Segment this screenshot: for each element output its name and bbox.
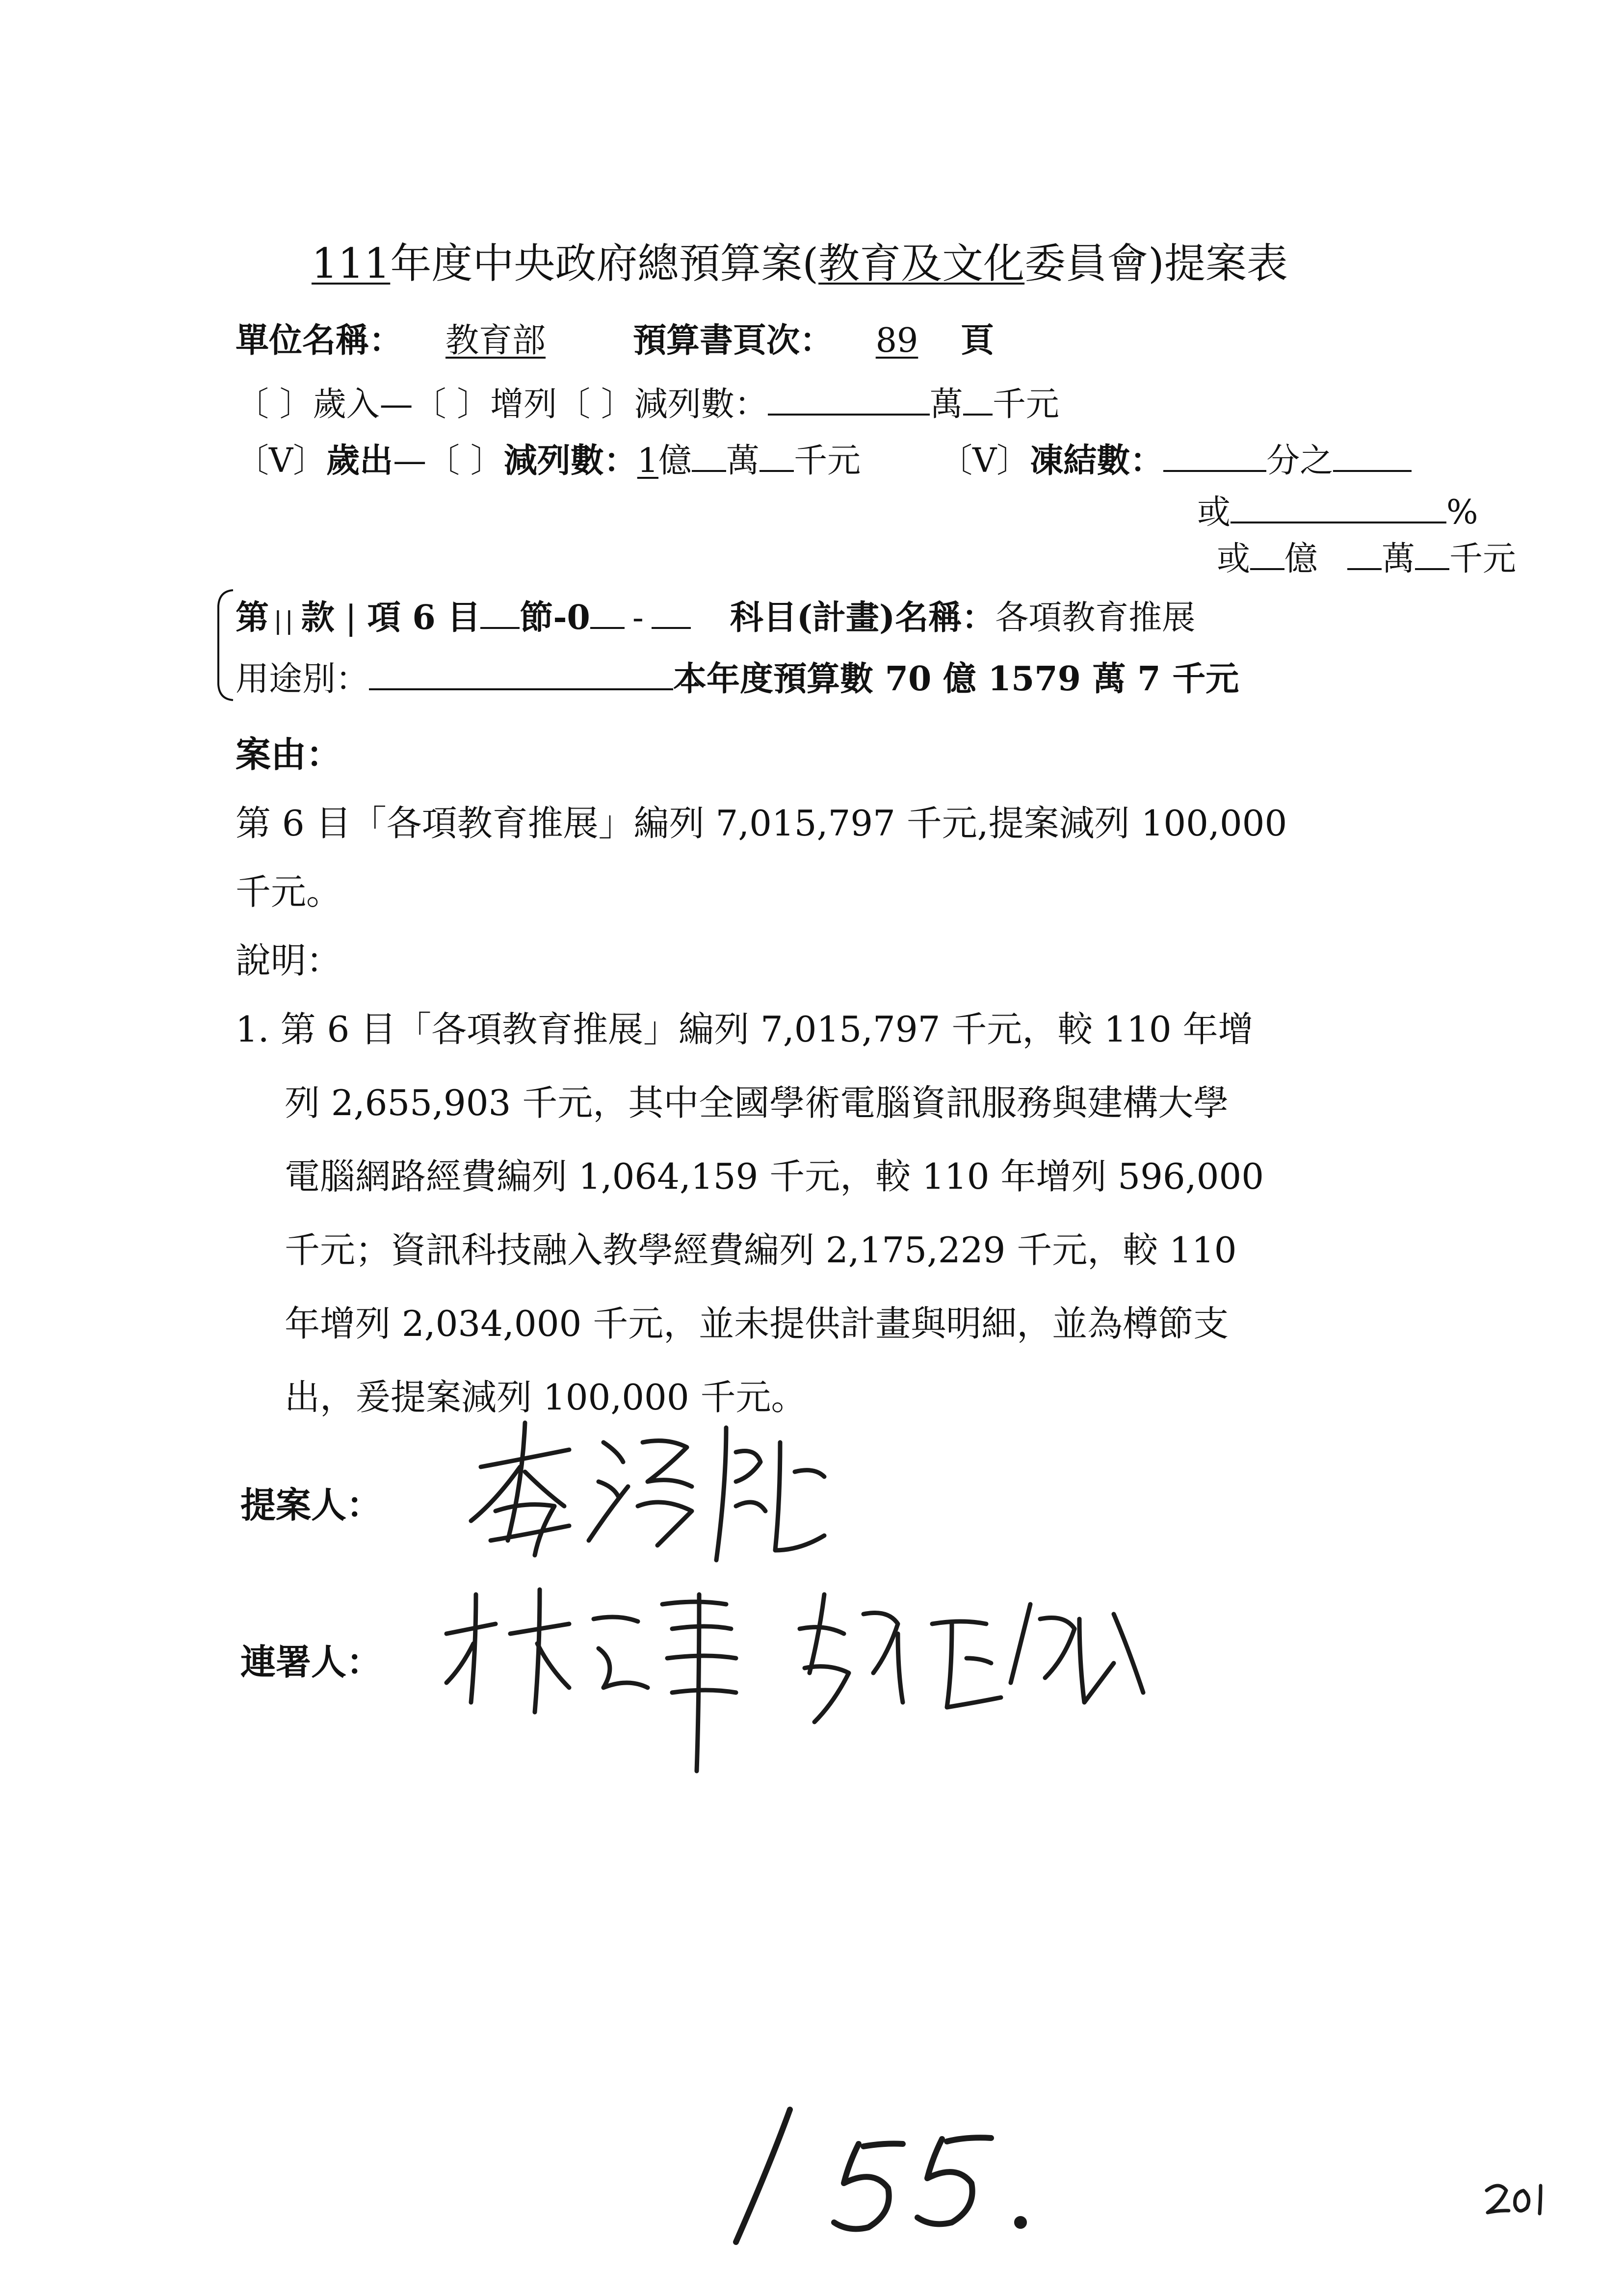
unit-label: 單位名稱： bbox=[236, 321, 403, 360]
cosigner-signature bbox=[432, 1575, 1217, 1781]
item-dash-blank bbox=[652, 594, 691, 629]
freeze-or-2: 或 bbox=[1217, 540, 1251, 578]
page-value: 89 bbox=[875, 321, 918, 360]
revenue-row bbox=[236, 378, 1059, 425]
item-kuan-mark: || bbox=[274, 606, 296, 635]
reduce-label: 減列數： bbox=[503, 441, 637, 480]
explanation-line: 列 2,655,903 千元，其中全國學術電腦資訊服務與建構大學 bbox=[285, 1082, 1229, 1123]
reason-line-2: 千元。 bbox=[236, 871, 342, 913]
revenue-line: 〔 〕歲入—〔 〕增列〔 〕減列數： bbox=[236, 385, 768, 424]
subject-label: 科目(計畫)名稱： bbox=[730, 598, 995, 637]
revenue-qian-blank bbox=[963, 380, 993, 416]
item-kuan: 款 bbox=[301, 598, 335, 637]
item-dash: - bbox=[632, 599, 644, 637]
form-title bbox=[312, 231, 1288, 290]
freeze-wan-blank bbox=[1347, 535, 1382, 570]
handwritten-corner-number bbox=[1482, 2178, 1555, 2222]
item-row bbox=[236, 591, 1195, 639]
explanation-line: 電腦網路經費編列 1,064,159 千元，較 110 年增列 596,000 bbox=[285, 1156, 1264, 1197]
freeze-num-blank bbox=[1163, 437, 1266, 472]
budget-text: 本年度預算數 70 億 1579 萬 7 千元 bbox=[673, 659, 1239, 699]
title-year: 111 bbox=[312, 239, 391, 287]
item-xiang-mark: | bbox=[345, 599, 357, 637]
title-committee: 教育及文化 bbox=[818, 239, 1025, 287]
explanation-line: 年增列 2,034,000 千元，並未提供計畫與明細，並為樽節支 bbox=[285, 1303, 1229, 1344]
freeze-percent-blank bbox=[1231, 488, 1446, 523]
item-mu-blank bbox=[480, 594, 520, 629]
revenue-amount-blank bbox=[768, 380, 930, 416]
reduce-qian-blank bbox=[760, 437, 794, 472]
proposer-label: 提案人： bbox=[240, 1484, 382, 1526]
proposer-signature bbox=[461, 1413, 854, 1580]
usage-row bbox=[236, 652, 1239, 700]
title-mid: 年度中央政府總預算案( bbox=[390, 239, 819, 287]
freeze-qian: 千元 bbox=[1449, 540, 1517, 578]
reason-line-1: 第 6 目「各項教育推展」編列 7,015,797 千元,提案減列 100,000 bbox=[236, 803, 1287, 844]
item-jie-blank bbox=[590, 594, 625, 629]
item-bracket bbox=[209, 586, 238, 704]
freeze-fen-zhi: 分之 bbox=[1266, 442, 1334, 480]
freeze-percent-row bbox=[1197, 486, 1478, 533]
freeze-amount-row bbox=[1217, 532, 1516, 580]
reduce-yi: 億 bbox=[658, 442, 692, 480]
freeze-wan: 萬 bbox=[1382, 540, 1415, 578]
freeze-or-1: 或 bbox=[1197, 493, 1231, 532]
freeze-yi: 億 bbox=[1284, 540, 1318, 578]
expense-row bbox=[236, 434, 1412, 482]
revenue-qian: 千元 bbox=[992, 385, 1059, 424]
freeze-yi-blank bbox=[1250, 535, 1284, 570]
subject-value: 各項教育推展 bbox=[995, 599, 1196, 637]
cosigner-label: 連署人： bbox=[240, 1641, 382, 1683]
usage-blank bbox=[369, 655, 673, 690]
reduce-wan-blank bbox=[692, 437, 726, 472]
title-end: 委員會)提案表 bbox=[1024, 239, 1288, 287]
reduce-wan: 萬 bbox=[726, 442, 760, 480]
expense-check: 〔V〕 bbox=[236, 442, 327, 480]
freeze-label: 凍結數： bbox=[1030, 441, 1164, 480]
item-di: 第 bbox=[236, 598, 269, 637]
explanation-label: 說明： bbox=[236, 940, 342, 981]
reduce-qian: 千元 bbox=[794, 442, 861, 480]
expense-label: 歲出 bbox=[326, 441, 393, 480]
freeze-percent: % bbox=[1446, 493, 1478, 532]
page-unit: 頁 bbox=[961, 321, 995, 360]
explanation-line: 1. 第 6 目「各項教育推展」編列 7,015,797 千元，較 110 年增 bbox=[236, 1009, 1254, 1050]
usage-label: 用途別： bbox=[236, 660, 369, 699]
handwritten-page-number bbox=[716, 2100, 1050, 2257]
unit-value: 教育部 bbox=[445, 321, 546, 360]
reduce-yi-value: 1 bbox=[637, 442, 659, 480]
revenue-wan: 萬 bbox=[929, 385, 963, 424]
freeze-check: 〔V〕 bbox=[939, 442, 1030, 480]
explanation-line: 千元；資訊科技融入教學經費編列 2,175,229 千元，較 110 bbox=[285, 1229, 1237, 1271]
item-jie: 節-0 bbox=[520, 598, 590, 637]
reason-label: 案由： bbox=[236, 733, 342, 775]
freeze-qian-blank bbox=[1415, 535, 1449, 570]
unit-row bbox=[236, 314, 994, 362]
freeze-den-blank bbox=[1333, 437, 1412, 472]
page-label: 預算書頁次： bbox=[633, 321, 834, 360]
item-xiang-mu: 項 6 目 bbox=[367, 598, 481, 637]
expense-mid: —〔 〕 bbox=[393, 442, 504, 480]
explanation-line: 出，爰提案減列 100,000 千元。 bbox=[285, 1377, 807, 1418]
